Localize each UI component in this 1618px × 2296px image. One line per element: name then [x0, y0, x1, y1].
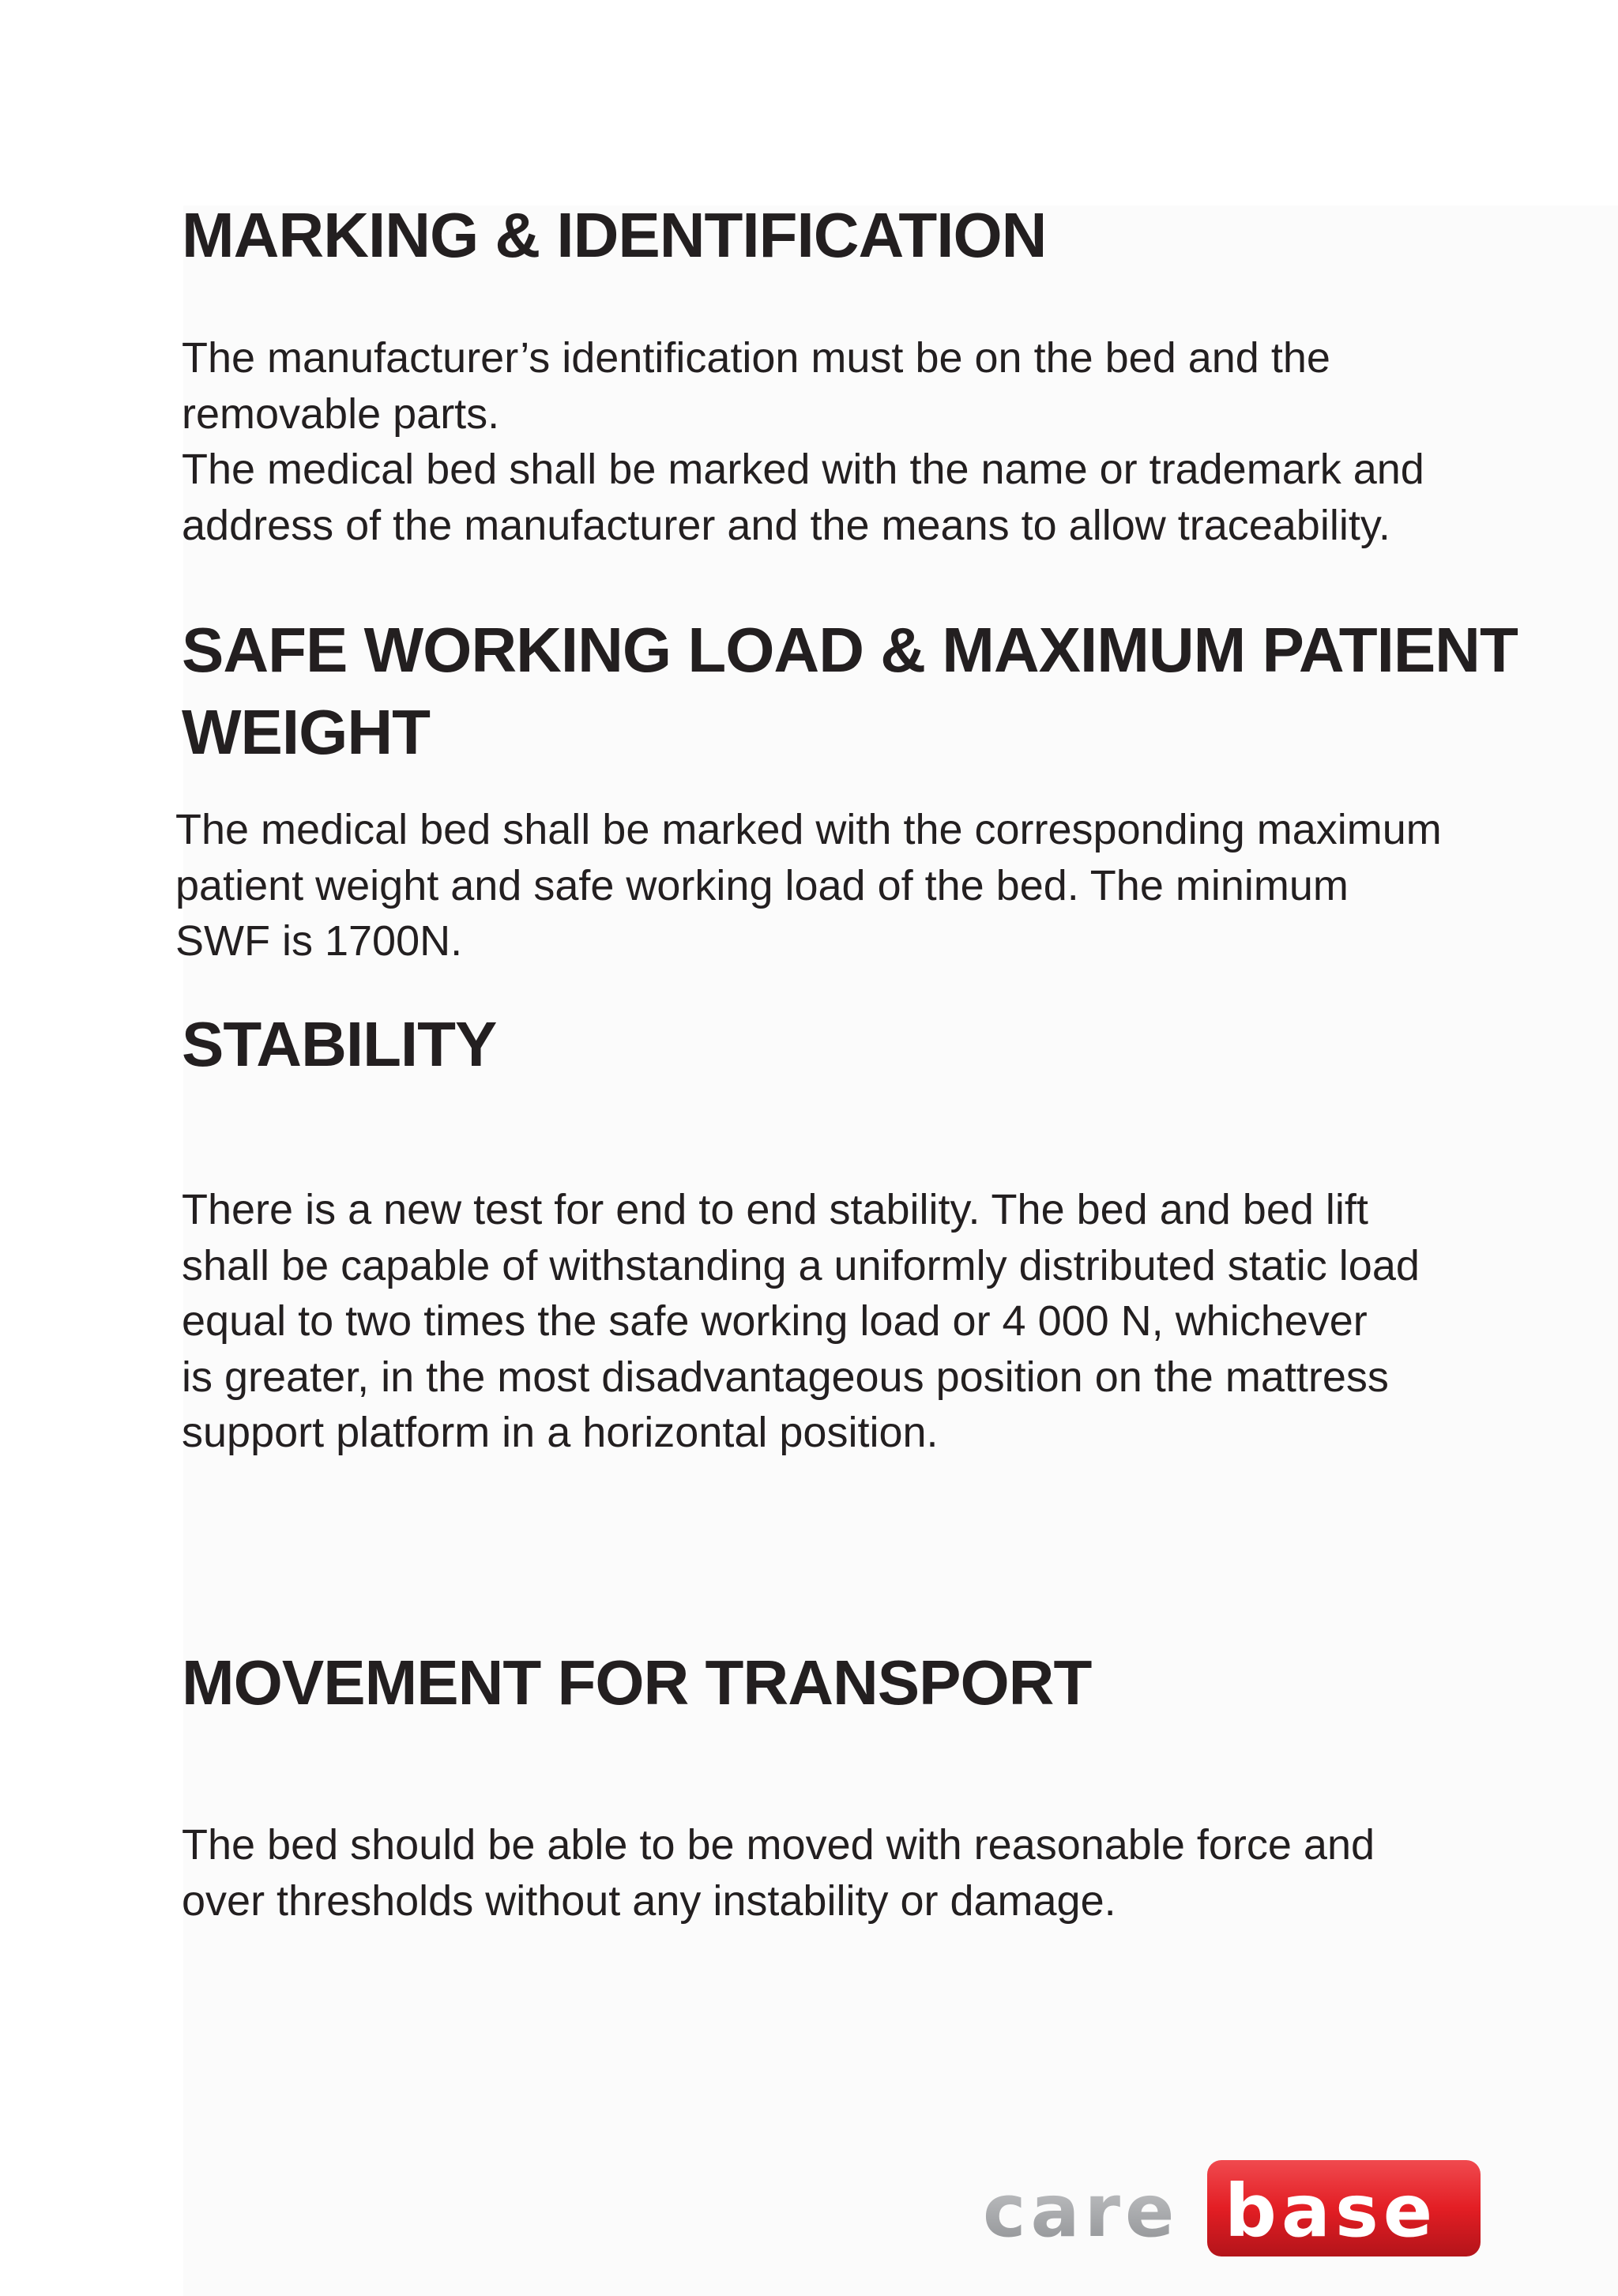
heading-line: STABILITY — [182, 1009, 497, 1079]
paragraph-line: over thresholds without any instability or damage. — [182, 1876, 1116, 1925]
heading-line: SAFE WORKING LOAD & MAXIMUM PATIENT — [182, 615, 1518, 685]
paragraph-stability — [182, 1182, 1420, 1461]
paragraph-safe-working-load — [175, 802, 1442, 969]
paragraph-line: SWF is 1700N. — [175, 917, 463, 965]
heading-line: WEIGHT — [182, 697, 430, 767]
heading-stability — [182, 1003, 496, 1086]
paragraph-line: address of the manufacturer and the means to allow traceability. — [182, 501, 1390, 549]
logo-text-care: care — [983, 2169, 1180, 2253]
heading-line: MOVEMENT FOR TRANSPORT — [182, 1647, 1092, 1718]
paragraph-line: The medical bed shall be marked with the name or trademark and — [182, 446, 1424, 493]
paragraph-line: The manufacturer’s identification must be on the bed and the — [182, 334, 1330, 382]
paragraph-line: There is a new test for end to end stability. The bed and bed lift — [182, 1186, 1368, 1233]
paragraph-line: removable parts. — [182, 390, 500, 438]
carebase-logo — [980, 2155, 1485, 2261]
paragraph-line: equal to two times the safe working load or 4 000 N, whichever — [182, 1297, 1368, 1345]
paragraph-marking-identification — [182, 330, 1424, 553]
paragraph-line: support platform in a horizontal position. — [182, 1409, 939, 1456]
paragraph-line: The bed should be able to be moved with reasonable force and — [182, 1821, 1375, 1869]
paragraph-line: shall be capable of withstanding a uniformly distributed static load — [182, 1241, 1420, 1289]
paragraph-line: is greater, in the most disadvantageous position on the mattress — [182, 1353, 1389, 1401]
logo-text-base: base — [1225, 2169, 1438, 2253]
heading-line: MARKING & IDENTIFICATION — [182, 200, 1047, 270]
heading-safe-working-load — [182, 609, 1518, 773]
heading-movement-for-transport — [182, 1642, 1091, 1724]
paragraph-movement-for-transport — [182, 1817, 1375, 1929]
paragraph-line: The medical bed shall be marked with the corresponding maximum — [175, 806, 1442, 853]
heading-marking-identification — [182, 194, 1046, 277]
paragraph-line: patient weight and safe working load of the bed. The minimum — [175, 861, 1349, 909]
